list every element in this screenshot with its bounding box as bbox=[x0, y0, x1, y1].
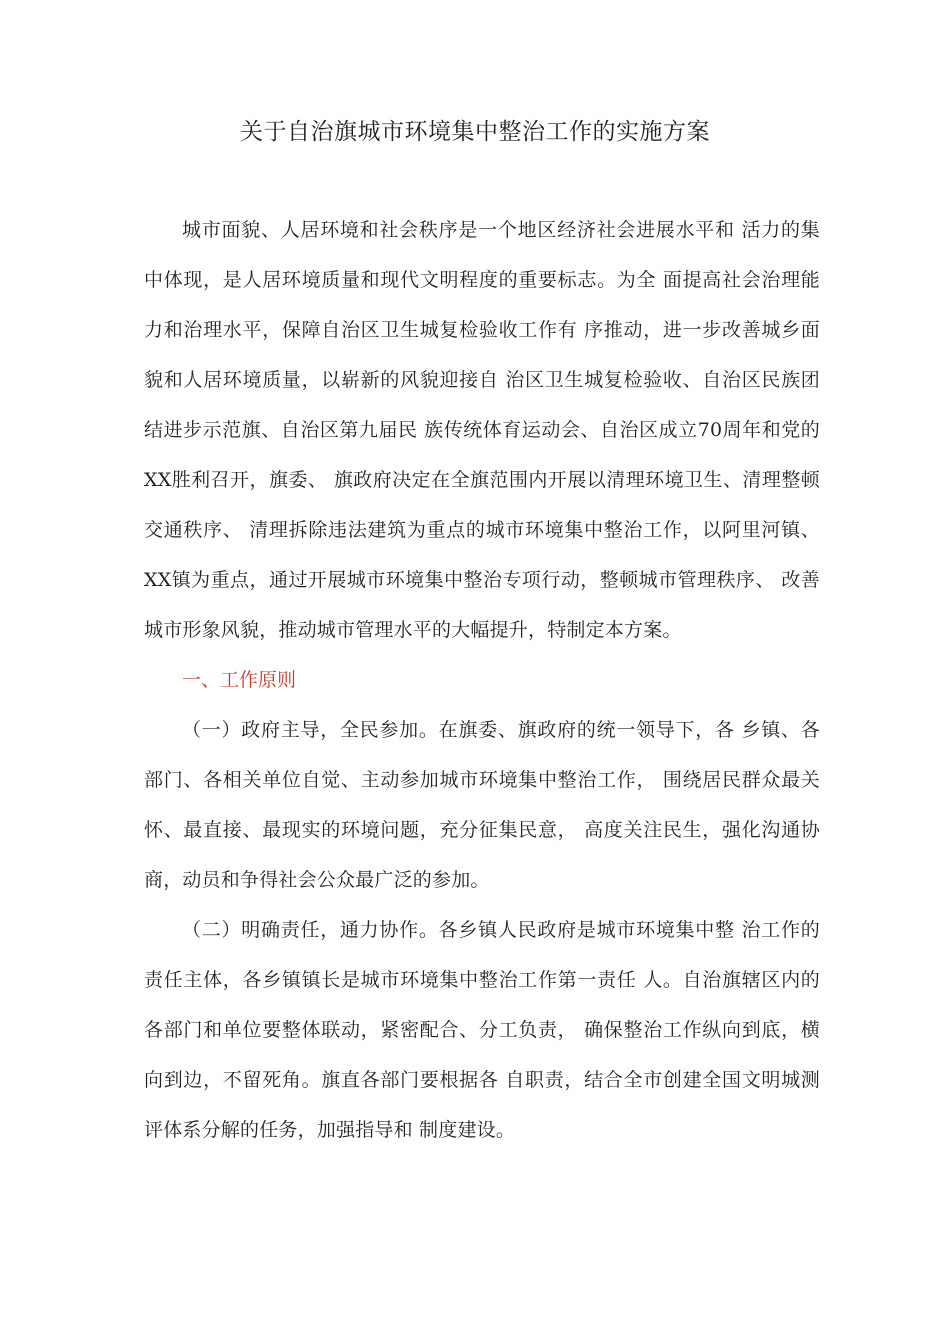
section-heading-principles: 一、工作原则 bbox=[182, 669, 297, 691]
document-body bbox=[144, 205, 820, 1155]
intro-paragraph: 城市面貌、人居环境和社会秩序是一个地区经济社会进展水平和 活力的集中体现，是人居环境质量和现代文明程度的重要标志。为全 面提高社会治理能力和治理水平，保障自治区卫生城复检验收工作有 序推动，进一步改善城乡面貌和人居环境质量，以崭新的风貌迎接自 治区卫生城复检验收、自治区民族团结进步示范旗、自治区第九届民 族传统体育运动会、自治区成立70周年和党的XX胜利召开，旗委、 旗政府决定在全旗范围内开展以清理环境卫生、清理整顿交通秩序、 清理拆除违法建筑为重点的城市环境集中整治工作，以阿里河镇、XX镇为重点，通过开展城市环境集中整治专项行动，整顿城市管理秩序、 改善城市形象风貌，推动城市管理水平的大幅提升，特制定本方案。 bbox=[144, 219, 820, 641]
principle-paragraph-1: （一）政府主导，全民参加。在旗委、旗政府的统一领导下，各 乡镇、各部门、各相关单位自觉、主动参加城市环境集中整治工作， 围绕居民群众最关怀、最直接、最现实的环境问题，充分征集民意， 高度关注民生，强化沟通协商，动员和争得社会公众最广泛的参加。 bbox=[144, 719, 820, 891]
document-title: 关于自治旗城市环境集中整治工作的实施方案 bbox=[240, 119, 710, 145]
principle-paragraph-2: （二）明确责任，通力协作。各乡镇人民政府是城市环境集中整 治工作的责任主体，各乡镇镇长是城市环境集中整治工作第一责任 人。自治旗辖区内的各部门和单位要整体联动，紧密配合、分工负责， 确保整治工作纵向到底，横向到边，不留死角。旗直各部门要根据各 自职责，结合全市创建全国文明城测评体系分解的任务，加强指导和 制度建设。 bbox=[144, 919, 820, 1141]
